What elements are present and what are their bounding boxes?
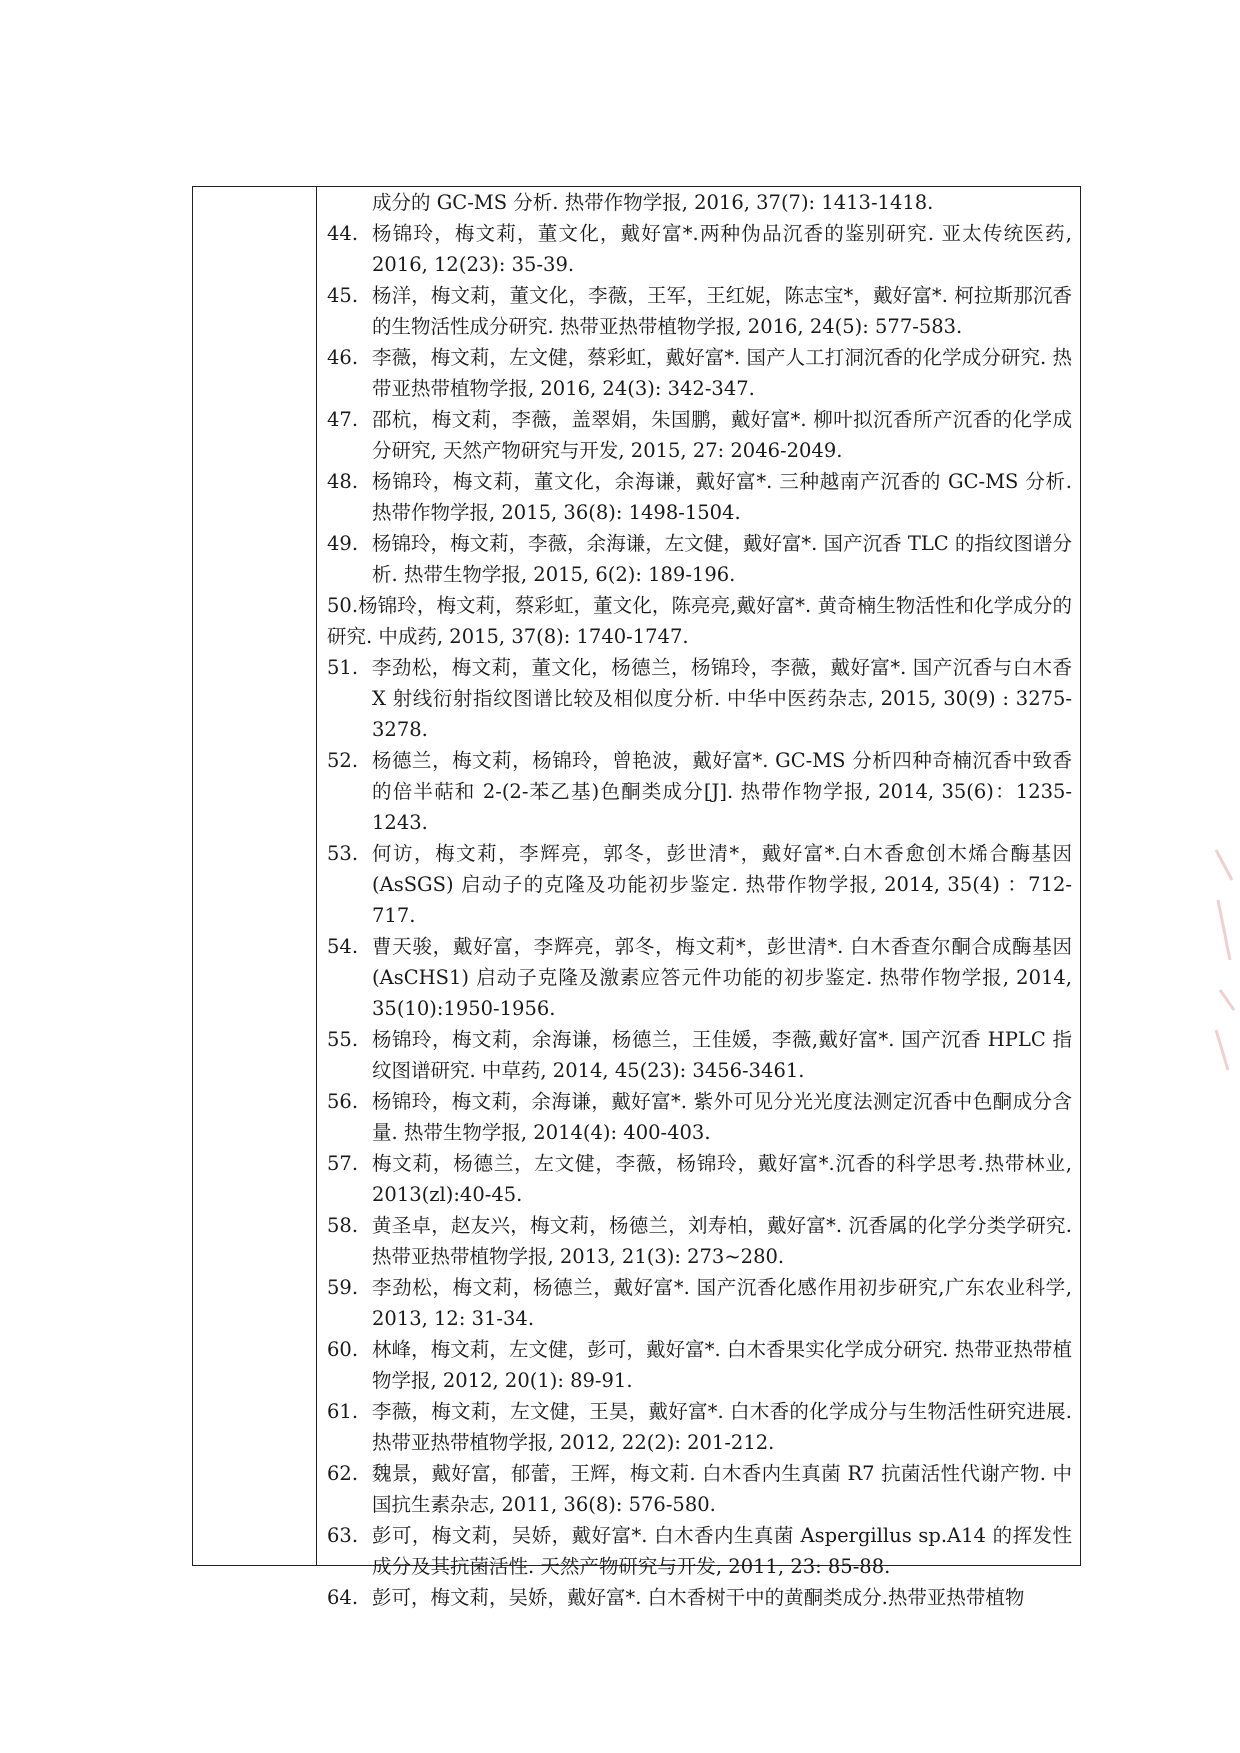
reference-list xyxy=(317,187,1080,1609)
reference-item xyxy=(327,1520,1072,1582)
reference-item xyxy=(327,652,1072,745)
reference-number: 49. xyxy=(327,532,359,555)
reference-number: 64. xyxy=(327,1586,359,1609)
reference-number: 56. xyxy=(327,1090,359,1113)
reference-text: 杨锦玲，梅文莉，董文化，戴好富*.两种伪品沉香的鉴别研究. 亚太传统医药, 2016, 12(23): 35-39. xyxy=(372,222,1072,276)
reference-text: 杨锦玲，梅文莉，蔡彩虹，董文化，陈亮亮,戴好富*. 黄奇楠生物活性和化学成分的研究. 中成药, 2015, 37(8): 1740-1747. xyxy=(327,594,1072,648)
reference-number: 55. xyxy=(327,1028,359,1051)
reference-text: 彭可，梅文莉，吴娇，戴好富*. 白木香树干中的黄酮类成分.热带亚热带植物 xyxy=(372,1586,1025,1609)
reference-number: 62. xyxy=(327,1462,359,1485)
reference-number: 44. xyxy=(327,222,359,245)
reference-item xyxy=(327,1458,1072,1520)
reference-item xyxy=(327,1272,1072,1334)
reference-continuation: 成分的 GC-MS 分析. 热带作物学报, 2016, 37(7): 1413-1418. xyxy=(372,191,934,214)
reference-number: 51. xyxy=(327,656,359,679)
reference-item xyxy=(327,745,1072,838)
reference-item xyxy=(327,590,1072,652)
reference-text: 杨锦玲，梅文莉，李薇，余海谦，左文健，戴好富*. 国产沉香 TLC 的指纹图谱分析. 热带生物学报, 2015, 6(2): 189-196. xyxy=(372,532,1072,586)
reference-item xyxy=(327,1582,1072,1613)
reference-item xyxy=(327,218,1072,280)
reference-number: 46. xyxy=(327,346,359,369)
reference-text: 李劲松，梅文莉，董文化，杨德兰，杨锦玲，李薇，戴好富*. 国产沉香与白木香 X 射线衍射指纹图谱比较及相似度分析. 中华中医药杂志, 2015, 30(9) : 3275-3278. xyxy=(372,656,1072,741)
reference-item xyxy=(327,342,1072,404)
reference-item xyxy=(327,1024,1072,1086)
reference-item xyxy=(327,1210,1072,1272)
reference-item xyxy=(327,466,1072,528)
reference-text: 黄圣卓，赵友兴，梅文莉，杨德兰，刘寿柏，戴好富*. 沉香属的化学分类学研究. 热带亚热带植物学报, 2013, 21(3): 273~280. xyxy=(372,1214,1072,1268)
reference-text: 梅文莉，杨德兰，左文健，李薇，杨锦玲，戴好富*.沉香的科学思考.热带林业, 2013(zl):40-45. xyxy=(372,1152,1072,1206)
reference-text: 何访，梅文莉，李辉亮，郭冬，彭世清*，戴好富*.白木香愈创木烯合酶基因(AsSGS) 启动子的克隆及功能初步鉴定. 热带作物学报, 2014, 35(4) ：712-717. xyxy=(372,842,1072,927)
reference-text: 李薇，梅文莉，左文健，蔡彩虹，戴好富*. 国产人工打洞沉香的化学成分研究. 热带亚热带植物学报, 2016, 24(3): 342-347. xyxy=(372,346,1072,400)
reference-table xyxy=(192,186,1081,1609)
reference-text: 曹天骏，戴好富，李辉亮，郭冬，梅文莉*，彭世清*. 白木香查尔酮合成酶基因(AsCHS1) 启动子克隆及激素应答元件功能的初步鉴定. 热带作物学报, 2014, 35(10):1950-1956. xyxy=(372,935,1072,1020)
reference-item xyxy=(327,931,1072,1024)
reference-text: 杨洋，梅文莉，董文化，李薇，王军，王红妮，陈志宝*，戴好富*. 柯拉斯那沉香的生物活性成分研究. 热带亚热带植物学报, 2016, 24(5): 577-583. xyxy=(372,284,1072,338)
reference-number: 59. xyxy=(327,1276,359,1299)
reference-item xyxy=(327,1396,1072,1458)
reference-text: 李薇，梅文莉，左文健，王昊，戴好富*. 白木香的化学成分与生物活性研究进展. 热带亚热带植物学报, 2012, 22(2): 201-212. xyxy=(372,1400,1072,1454)
reference-text: 李劲松，梅文莉，杨德兰，戴好富*. 国产沉香化感作用初步研究,广东农业科学, 2013, 12: 31-34. xyxy=(372,1276,1072,1330)
reference-item xyxy=(327,280,1072,342)
reference-item xyxy=(327,528,1072,590)
reference-number: 58. xyxy=(327,1214,359,1237)
reference-text: 彭可，梅文莉，吴娇，戴好富*. 白木香内生真菌 Aspergillus sp.A14 的挥发性成分及其抗菌活性. 天然产物研究与开发, 2011, 23: 85-88. xyxy=(372,1524,1072,1578)
reference-item xyxy=(327,1334,1072,1396)
reference-number: 52. xyxy=(327,749,359,772)
reference-text: 林峰，梅文莉，左文健，彭可，戴好富*. 白木香果实化学成分研究. 热带亚热带植物学报, 2012, 20(1): 89-91. xyxy=(372,1338,1072,1392)
reference-text: 邵杭，梅文莉，李薇，盖翠娟，朱国鹏，戴好富*. 柳叶拟沉香所产沉香的化学成分研究, 天然产物研究与开发, 2015, 27: 2046-2049. xyxy=(372,408,1072,462)
reference-number: 48. xyxy=(327,470,359,493)
reference-item xyxy=(327,1148,1072,1210)
reference-number: 45. xyxy=(327,284,359,307)
reference-number: 57. xyxy=(327,1152,359,1175)
reference-number: 50. xyxy=(327,594,359,617)
reference-text: 杨锦玲，梅文莉，董文化，余海谦，戴好富*. 三种越南产沉香的 GC-MS 分析. 热带作物学报, 2015, 36(8): 1498-1504. xyxy=(372,470,1072,524)
reference-number: 54. xyxy=(327,935,359,958)
reference-number: 60. xyxy=(327,1338,359,1361)
reference-item xyxy=(327,1086,1072,1148)
reference-text: 魏景，戴好富，郁蕾，王辉，梅文莉. 白木香内生真菌 R7 抗菌活性代谢产物. 中国抗生素杂志, 2011, 36(8): 576-580. xyxy=(372,1462,1072,1516)
scan-stamp-edge xyxy=(1210,840,1238,1080)
reference-text: 杨锦玲，梅文莉，余海谦，戴好富*. 紫外可见分光光度法测定沉香中色酮成分含量. 热带生物学报, 2014(4): 400-403. xyxy=(372,1090,1072,1144)
reference-item xyxy=(327,404,1072,466)
reference-number: 53. xyxy=(327,842,359,865)
reference-number: 63. xyxy=(327,1524,359,1547)
reference-number: 47. xyxy=(327,408,359,431)
reference-text: 杨锦玲，梅文莉，余海谦，杨德兰，王佳媛，李薇,戴好富*. 国产沉香 HPLC 指纹图谱研究. 中草药, 2014, 45(23): 3456-3461. xyxy=(372,1028,1072,1082)
reference-text: 杨德兰，梅文莉，杨锦玲，曾艳波，戴好富*. GC-MS 分析四种奇楠沉香中致香的倍半萜和 2-(2-苯乙基)色酮类成分[J]. 热带作物学报, 2014, 35(6)：1235-1243. xyxy=(372,749,1072,834)
table-left-column xyxy=(193,187,317,1565)
reference-item xyxy=(327,838,1072,931)
reference-number: 61. xyxy=(327,1400,359,1423)
